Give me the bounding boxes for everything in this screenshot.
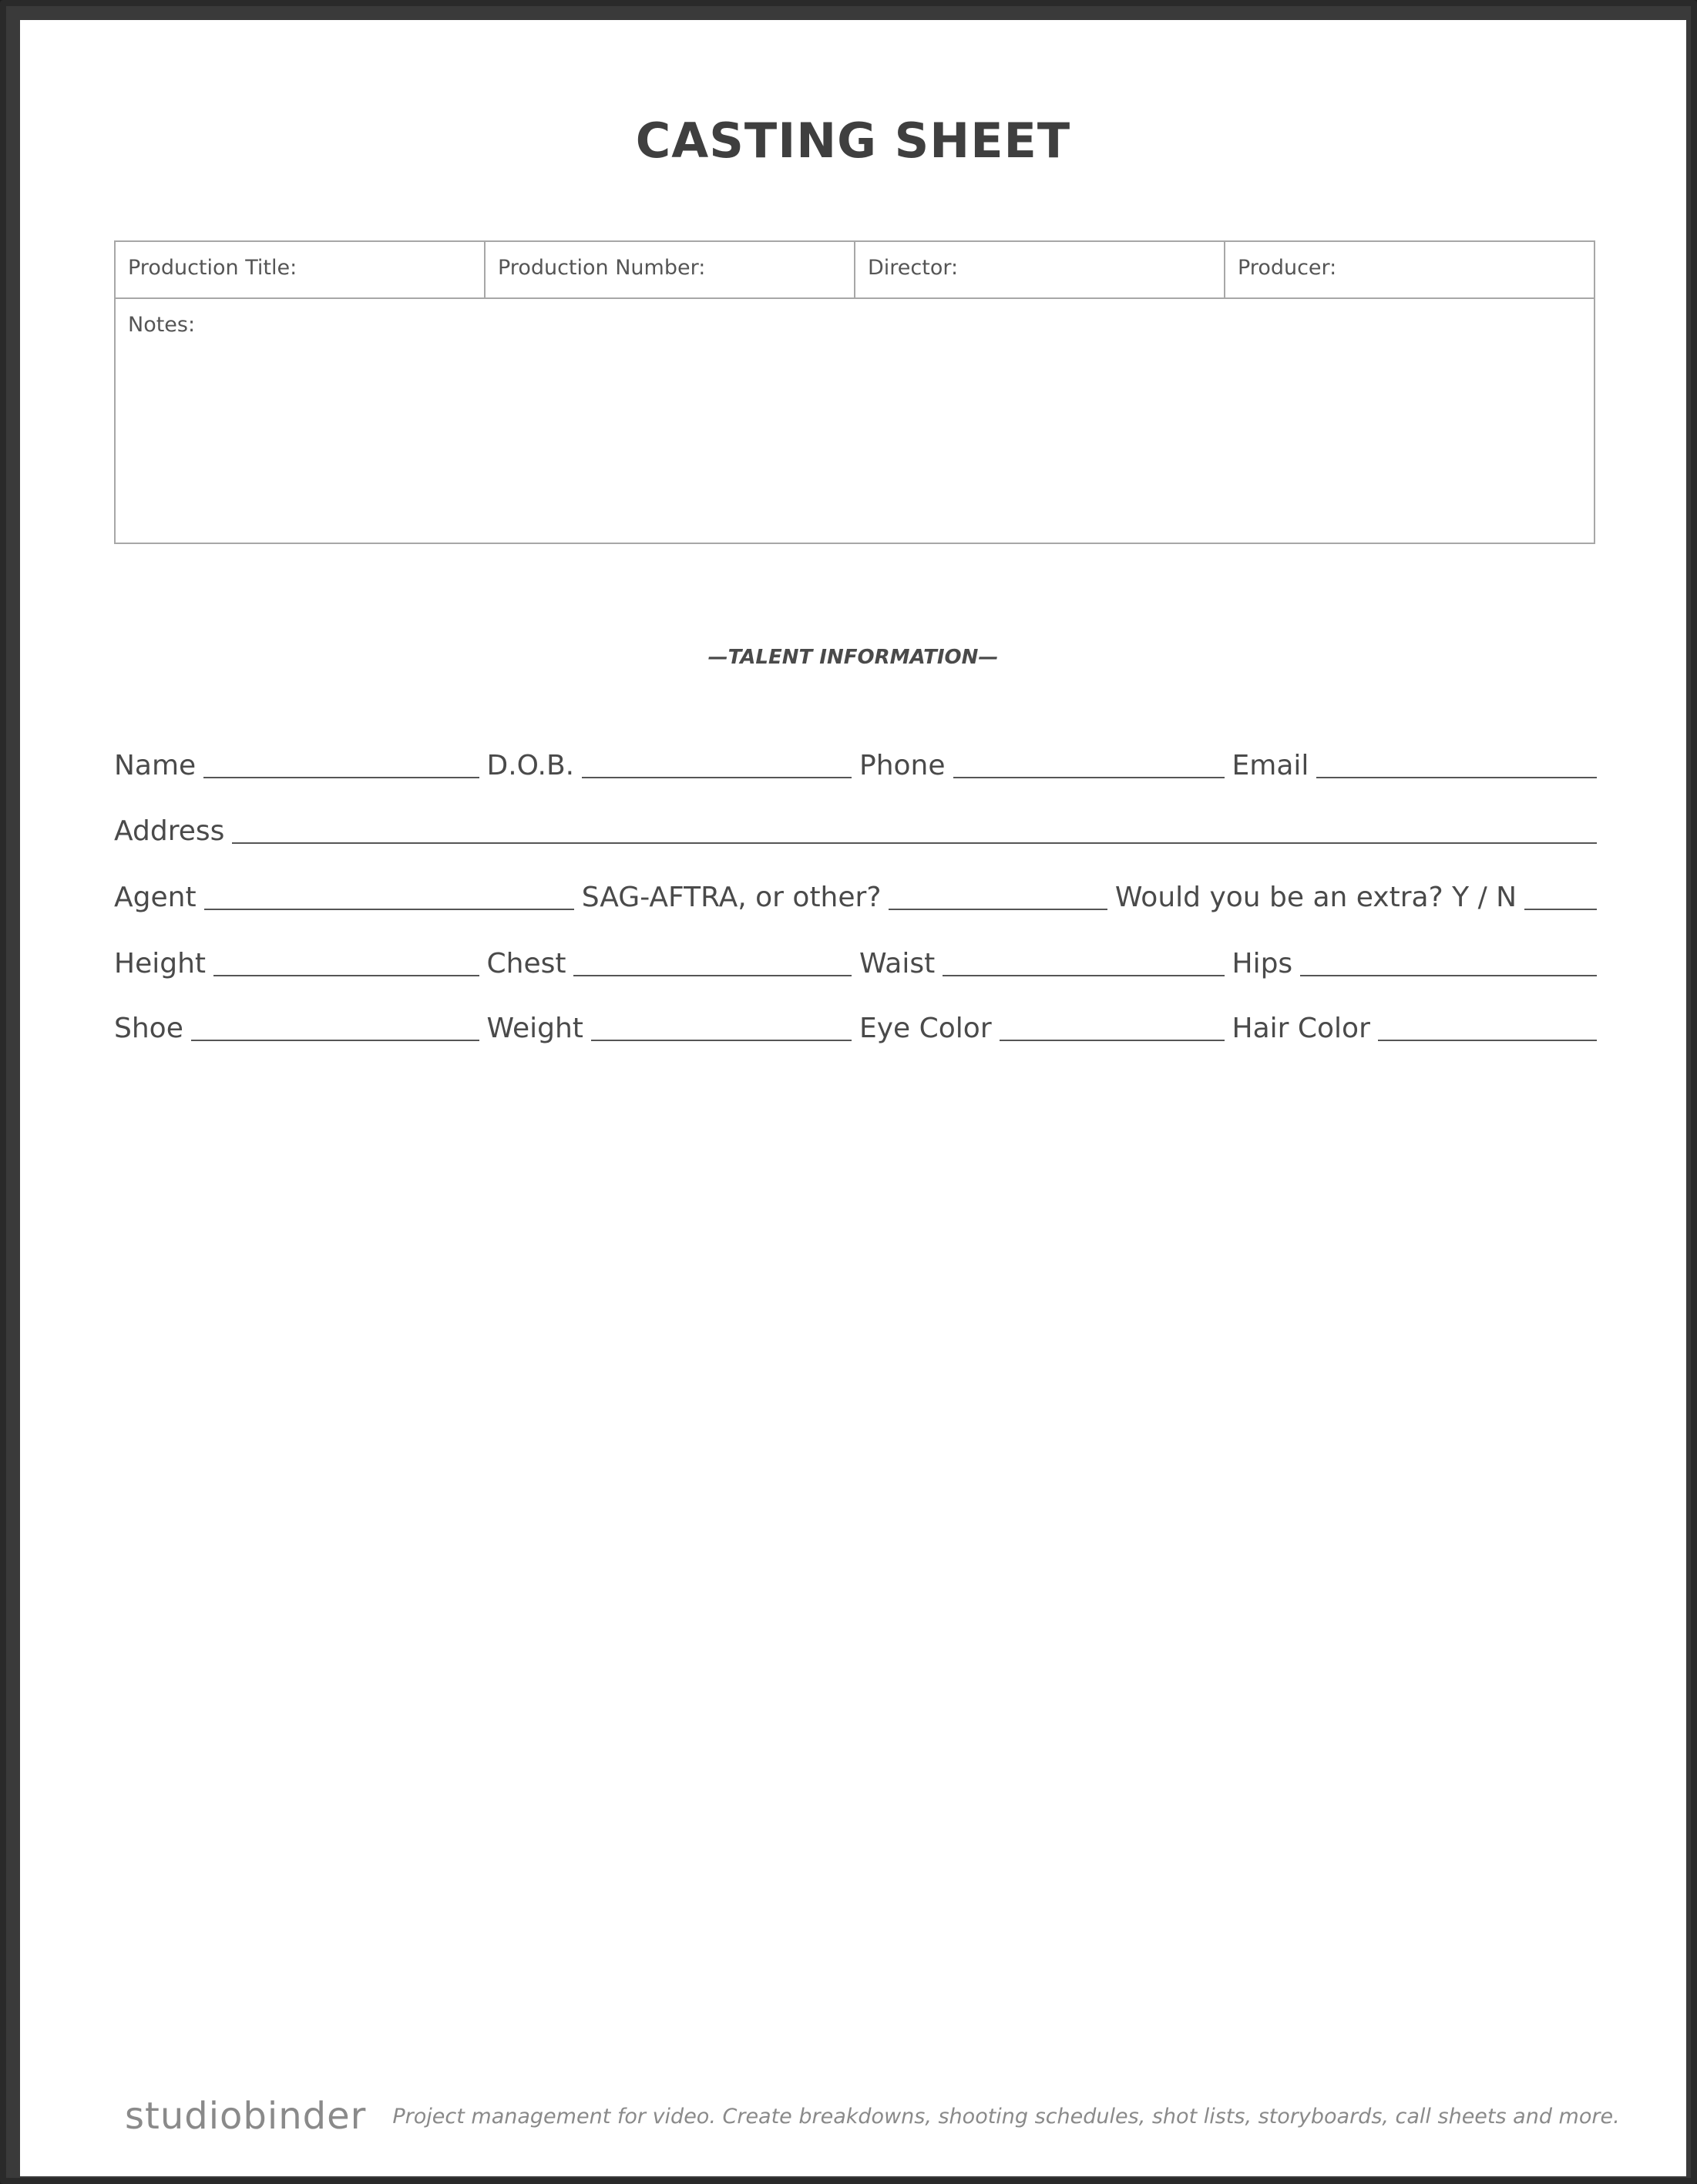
field-label: Email [1232,750,1309,781]
height-input-line[interactable] [213,975,479,976]
field-agent[interactable] [114,881,574,915]
production-info-table [114,240,1595,544]
eye-color-input-line[interactable] [1000,1040,1225,1041]
field-chest[interactable] [487,947,852,981]
brand-logo-text: studiobinder [125,2095,367,2138]
field-label: Address [114,815,225,847]
field-hair-color[interactable] [1232,1012,1598,1046]
talent-row-appearance [114,1007,1597,1046]
field-label: Weight [486,1013,583,1044]
field-label: Hair Color [1232,1013,1370,1044]
talent-row-measurements [114,942,1597,981]
field-height[interactable] [114,947,479,981]
talent-row-contact [114,744,1597,783]
waist-input-line[interactable] [943,975,1224,976]
director-cell[interactable]: Director: [855,242,1225,297]
field-extra[interactable] [1115,881,1597,915]
weight-input-line[interactable] [591,1040,852,1041]
field-weight[interactable] [487,1012,852,1046]
email-input-line[interactable] [1316,777,1597,778]
field-union[interactable] [582,881,1107,915]
field-label: Eye Color [859,1013,992,1044]
field-phone[interactable] [859,749,1225,783]
field-label: Would you be an extra? Y / N [1114,882,1517,913]
producer-cell[interactable]: Producer: [1238,256,1337,280]
phone-input-line[interactable] [953,777,1225,778]
talent-information-heading: —TALENT INFORMATION— [707,646,999,669]
page-title: CASTING SHEET [635,113,1071,169]
address-input-line[interactable] [232,842,1597,844]
field-label: Phone [859,750,946,781]
footer [114,2093,1620,2139]
field-label: Name [114,750,197,781]
production-info-header-row [116,242,1594,299]
chest-input-line[interactable] [573,975,852,976]
casting-sheet-page [20,20,1686,2176]
notes-cell[interactable]: Notes: [128,313,196,337]
field-waist[interactable] [859,947,1225,981]
field-label: Hips [1232,948,1293,979]
production-title-cell[interactable]: Production Title: [116,242,486,297]
field-shoe[interactable] [114,1012,479,1046]
name-input-line[interactable] [203,777,479,778]
production-number-cell[interactable]: Production Number: [486,242,855,297]
field-eye-color[interactable] [859,1012,1225,1046]
hair-color-input-line[interactable] [1378,1040,1597,1041]
field-address[interactable] [114,815,1597,848]
union-input-line[interactable] [889,909,1107,910]
field-label: Shoe [114,1013,183,1044]
hips-input-line[interactable] [1300,975,1597,976]
field-label: Agent [114,882,197,913]
field-email[interactable] [1232,749,1598,783]
footer-tagline: Project management for video. Create breakdowns, shooting schedules, shot lists, storyboards, call sheets and more. [392,2104,1620,2129]
agent-input-line[interactable] [204,909,574,910]
dob-input-line[interactable] [582,777,852,778]
extra-input-line[interactable] [1524,909,1597,910]
shoe-input-line[interactable] [191,1040,479,1041]
field-label: SAG-AFTRA, or other? [581,882,882,913]
field-name[interactable] [114,749,479,783]
field-label: Height [114,948,207,979]
field-label: Waist [859,948,936,979]
field-label: Chest [486,948,566,979]
talent-row-address [114,810,1597,848]
talent-row-agent [114,876,1597,915]
field-dob[interactable] [487,749,852,783]
field-hips[interactable] [1232,947,1598,981]
field-label: D.O.B. [486,750,575,781]
